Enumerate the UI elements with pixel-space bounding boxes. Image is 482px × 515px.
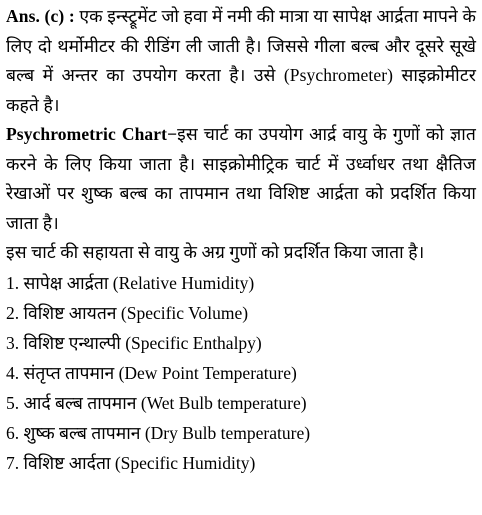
list-item-relative-humidity: 1. सापेक्ष आर्द्रता (Relative Humidity) [6, 272, 255, 293]
list-item-dew-point-temperature: 4. संतृप्त तापमान (Dew Point Temperature) [6, 362, 297, 383]
properties-intro: इस चार्ट की सहायता से वायु के अग्र गुणों को प्रदर्शित किया जाता है। [6, 242, 425, 262]
list-item-specific-volume: 2. विशिष्ट आयतन (Specific Volume) [6, 302, 249, 323]
chart-text: इस चार्ट का उपयोग आर्द्र वायु के गुणों को ज्ञात करने के लिए किया जाता है। साइक्रोमीट्रिक चार्ट में उर्ध्वाधर तथा क्षैतिज रेखाओं पर शुष्क बल्ब का तापमान तथा विशिष्ट आर्द्रता को प्रदर्शित किया जाता है। [6, 124, 476, 233]
list-item-wet-bulb-temperature: 5. आर्द बल्ब तापमान (Wet Bulb temperature) [6, 392, 307, 413]
answer-text: एक इन्स्ट्रूमेंट जो हवा में नमी की मात्रा या सापेक्ष आर्द्रता मापने के लिए दो थर्मोमीटर की रीडिंग ली जाती है। जिससे गीला बल्ब और दूसरे सूखे बल्ब में अन्तर का उपयोग करता है। उसे (Psychrometer) साइक्रोमीटर कहते है। [6, 6, 476, 115]
list-item-specific-humidity: 7. विशिष्ट आर्दता (Specific Humidity) [6, 452, 256, 473]
answer-label: Ans. (c) : [6, 6, 75, 26]
list-item-specific-enthalpy: 3. विशिष्ट एन्थाल्पी (Specific Enthalpy) [6, 332, 262, 353]
list-item-dry-bulb-temperature: 6. शुष्क बल्ब तापमान (Dry Bulb temperature) [6, 422, 311, 443]
answer-paragraph [6, 2, 476, 120]
chart-heading: Psychrometric Chart− [6, 124, 178, 144]
chart-paragraph [6, 120, 476, 238]
properties-list [6, 268, 476, 478]
